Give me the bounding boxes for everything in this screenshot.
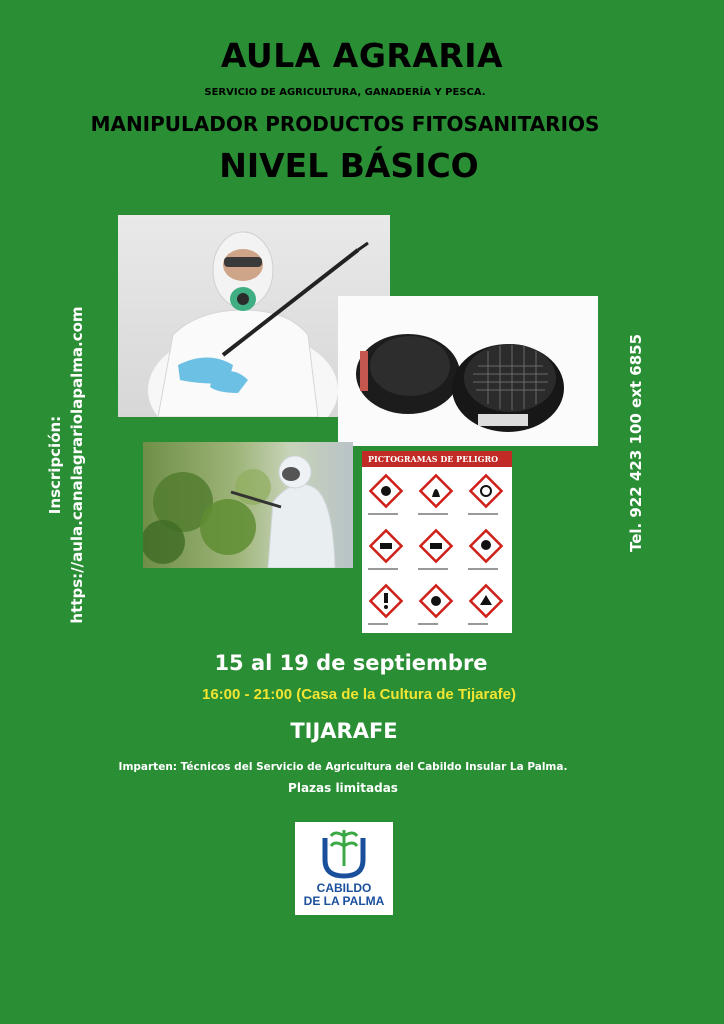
course-level: NIVEL BÁSICO (219, 146, 479, 185)
instructors-note: Imparten: Técnicos del Servicio de Agricultura del Cabildo Insular La Palma. (118, 761, 568, 773)
pictogram-grid (362, 467, 512, 633)
logo-line-2: DE LA PALMA (303, 894, 385, 908)
pictograms-heading: PICTOGRAMAS DE PELIGRO (362, 451, 512, 467)
course-dates: 15 al 19 de septiembre (214, 651, 488, 675)
poster-subtitle: SERVICIO DE AGRICULTURA, GANADERÍA Y PESCA. (204, 87, 486, 98)
course-town: TIJARAFE (290, 719, 398, 743)
registration-info (44, 306, 88, 623)
cabildo-logo-text (295, 882, 393, 908)
registration-url[interactable]: https://aula.canalagrariolapalma.com (68, 306, 86, 624)
hazard-pictograms-chart (362, 451, 512, 633)
logo-line-1: CABILDO (316, 881, 372, 895)
cabildo-logo (295, 822, 393, 915)
phone-number[interactable]: Tel. 922 423 100 ext 6855 (627, 333, 645, 553)
cabildo-emblem-icon (295, 822, 393, 882)
photo-respirator-filters (338, 296, 598, 446)
course-name: MANIPULADOR PRODUCTOS FITOSANITARIOS (90, 112, 600, 136)
course-schedule: 16:00 - 21:00 (Casa de la Cultura de Tijarafe) (201, 686, 517, 703)
registration-label: Inscripción: (46, 415, 64, 515)
photo-crop-spraying (143, 442, 353, 568)
limited-places-note: Plazas limitadas (288, 781, 398, 795)
poster-title: AULA AGRARIA (220, 36, 504, 75)
